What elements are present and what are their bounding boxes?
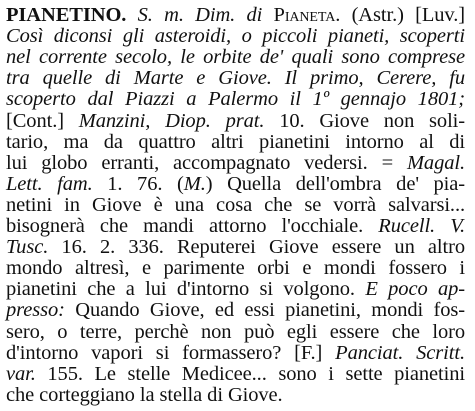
text-segment: 10. Giove non soli- [264, 109, 465, 132]
text-segment: . (Astr.) [Luv.] [335, 4, 465, 26]
text-segment: sero, o terre, perchè non può egli essere che loro [6, 320, 465, 343]
italic-text: Così diconsi gli asteroidi, o piccoli pianeti, scoperti [6, 25, 465, 48]
italic-text: var. [6, 362, 36, 385]
text-segment: [Cont.] [6, 109, 79, 132]
text-segment: bisognerà che mandi attorno l'occhiale. [6, 215, 379, 237]
text-segment: d'intorno vapori si formassero? [F.] [6, 341, 336, 364]
text-segment: 1. 76. ( [92, 172, 184, 195]
italic-text: S. m. Dim. di [137, 4, 263, 26]
text-segment: pianetini che a lui d'intorno si volgono. [6, 278, 366, 301]
text-segment: 155. Le stelle Medicee... sono i sette pianetini [35, 362, 465, 385]
text-segment: netini in Giove è una cosa che se vorrà salvarsi... [6, 193, 465, 216]
text-segment: tario, ma da quattro altri pianetini intorno al di [6, 130, 465, 153]
text-segment: che corteggiano la stella di Giove. [6, 383, 283, 406]
italic-text: Magal. [406, 151, 465, 174]
italic-text: presso: [6, 299, 65, 322]
text-segment: lui globo erranti, accompagnato vedersi. = [6, 151, 407, 174]
italic-text: Rucell. V. [378, 215, 465, 237]
italic-text: Lett. fam. [6, 172, 93, 195]
text-segment: Pianeta [262, 4, 336, 26]
italic-text: Tusc. [6, 236, 49, 259]
italic-text: scoperto dal Piazzi a Palermo il 1º gennajo 1801; [6, 88, 465, 111]
italic-text: tra quelle di Marte e Giove. Il primo, Cerere, fu [6, 67, 465, 90]
italic-text: E poco ap- [365, 278, 466, 301]
italic-text: Panciat. Scritt. [335, 341, 465, 364]
text-segment: Quando Giove, ed essi pianetini, mondi fos- [64, 299, 465, 322]
text-segment: 16. 2. 336. Reputerei Giove essere un altro [48, 236, 465, 259]
italic-text: nel corrente secolo, le orbite de' quali sono comprese [6, 46, 465, 69]
headword: PIANETINO. [6, 4, 127, 26]
text-segment: mondo altresì, e parimente orbi e mondi fossero i [6, 257, 465, 280]
text-segment: ) Quella dell'ombra de' pia- [205, 172, 465, 195]
text-line [6, 382, 465, 408]
italic-text: Manzini, Diop. prat. [78, 109, 265, 132]
italic-text: M. [183, 172, 206, 195]
